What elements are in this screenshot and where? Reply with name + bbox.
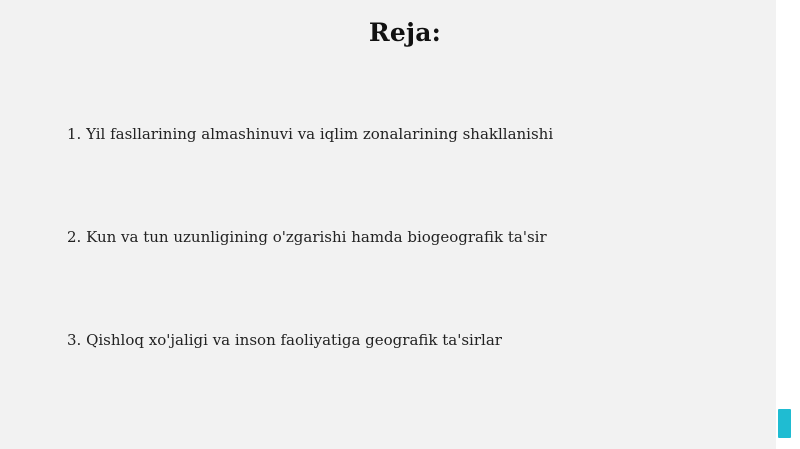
plan-item-3: 3. Qishloq xo'jaligi va inson faoliyatiga geografik ta'sirlar bbox=[67, 331, 502, 349]
scrollbar-thumb[interactable] bbox=[778, 409, 791, 438]
plan-item-2: 2. Kun va tun uzunligining o'zgarishi hamda biogeografik ta'sir bbox=[67, 228, 547, 246]
plan-item-1: 1. Yil fasllarining almashinuvi va iqlim zonalarining shakllanishi bbox=[67, 125, 554, 143]
slide-title: Reja: bbox=[368, 18, 442, 47]
scrollbar-track[interactable] bbox=[776, 0, 800, 449]
